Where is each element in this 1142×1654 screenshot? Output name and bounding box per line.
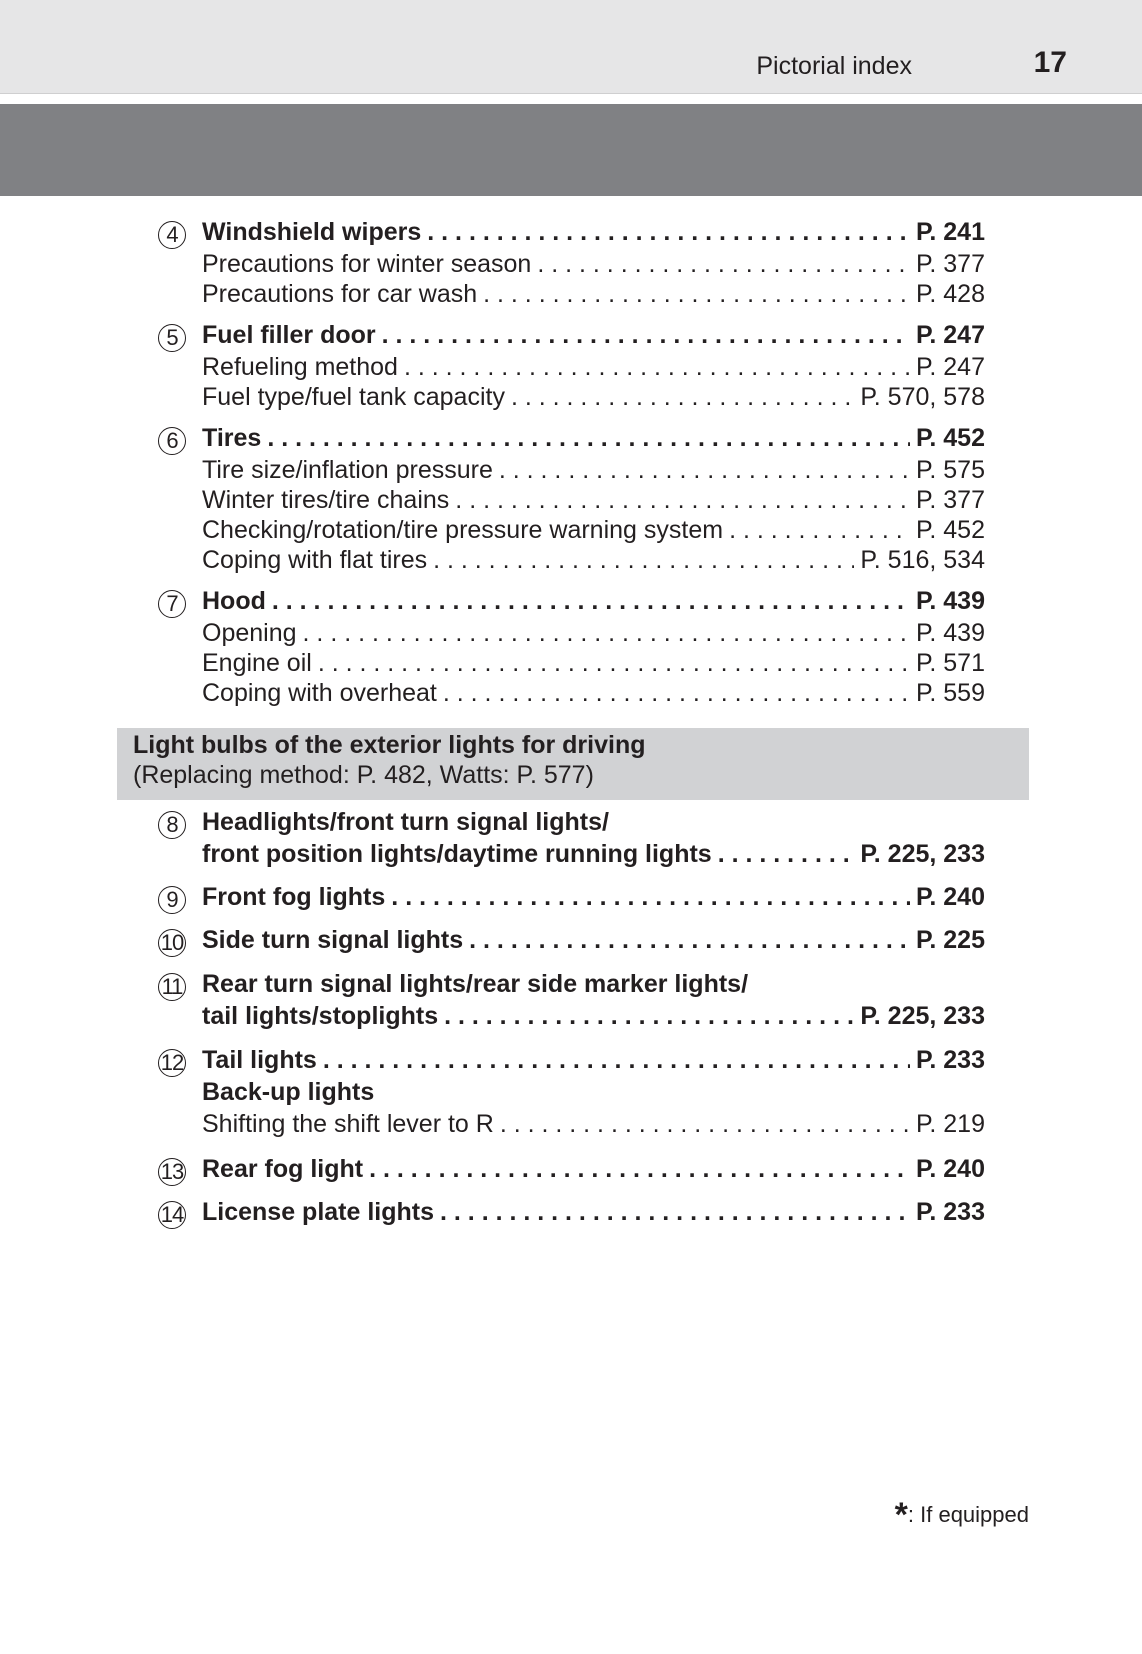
- page-ref: P. 241: [915, 218, 985, 246]
- leader-dots: [404, 353, 910, 382]
- leader-dots: [469, 926, 910, 955]
- entry-title-line[interactable]: [202, 218, 985, 248]
- page-ref: P. 233: [915, 1198, 985, 1226]
- section-title: Pictorial index: [756, 52, 912, 80]
- leader-dots: [499, 456, 910, 485]
- entry-title: Rear fog light: [202, 1155, 364, 1183]
- leader-dots: [729, 516, 910, 545]
- page-ref: P. 452: [915, 516, 985, 544]
- page-ref: P. 240: [915, 883, 985, 911]
- sub-entry-label: Refueling method: [202, 353, 398, 381]
- item-number-badge: 9: [158, 886, 186, 914]
- page-ref: P. 247: [915, 321, 985, 349]
- page-ref: P. 428: [915, 280, 985, 308]
- page-number: 17: [1033, 46, 1067, 79]
- page-ref: P. 516, 534: [860, 546, 985, 574]
- entry-title: front position lights/daytime running lights: [202, 840, 712, 868]
- page-ref: P. 439: [915, 587, 985, 615]
- page-ref: P. 559: [915, 679, 985, 707]
- entry-title-line[interactable]: [202, 1046, 985, 1076]
- page-ref: P. 225: [915, 926, 985, 954]
- leader-dots: [272, 587, 910, 616]
- page-ref: P. 225, 233: [860, 840, 985, 868]
- entry-title: Front fog lights: [202, 883, 386, 911]
- leader-dots: [323, 1046, 910, 1075]
- item-number-badge: 12: [158, 1049, 186, 1077]
- leader-dots: [440, 1198, 910, 1227]
- box-subtitle: (Replacing method: P. 482, Watts: P. 577): [133, 761, 594, 789]
- entry-title: Windshield wipers: [202, 218, 422, 246]
- item-number-badge: 11: [158, 973, 186, 1001]
- sub-entry-line[interactable]: [202, 383, 985, 413]
- header-band: [0, 0, 1142, 94]
- page-ref: P. 233: [915, 1046, 985, 1074]
- leader-dots: [433, 546, 854, 575]
- sub-entry-label: Winter tires/tire chains: [202, 486, 450, 514]
- leader-dots: [382, 321, 910, 350]
- item-number-badge: 4: [158, 221, 186, 249]
- leader-dots: [500, 1110, 910, 1139]
- gray-band: [0, 104, 1142, 196]
- entry-title-line[interactable]: [202, 926, 985, 956]
- sub-entry-label: Precautions for winter season: [202, 250, 532, 278]
- sub-entry-line[interactable]: [202, 486, 985, 516]
- sub-entry-line[interactable]: [202, 250, 985, 280]
- leader-dots: [369, 1155, 910, 1184]
- entry-title-line[interactable]: [202, 840, 985, 870]
- sub-entry-label: Coping with flat tires: [202, 546, 428, 574]
- entry-title-line[interactable]: [202, 321, 985, 351]
- page-ref: P. 570, 578: [860, 383, 985, 411]
- sub-entry-label: Precautions for car wash: [202, 280, 478, 308]
- entry-title: License plate lights: [202, 1198, 435, 1226]
- page-ref: P. 240: [915, 1155, 985, 1183]
- entry-title: Hood: [202, 587, 266, 615]
- leader-dots: [443, 679, 910, 708]
- light-bulbs-box: [117, 728, 1029, 800]
- page-ref: P. 247: [915, 353, 985, 381]
- page-ref: P. 377: [915, 250, 985, 278]
- footnote: [895, 1496, 1029, 1535]
- entry-extra-title: Back-up lights: [202, 1078, 375, 1106]
- sub-entry-line[interactable]: [202, 456, 985, 486]
- entry-title-line1: Rear turn signal lights/rear side marker lights/: [202, 970, 749, 998]
- sub-entry-label: Shifting the shift lever to R: [202, 1110, 494, 1138]
- leader-dots: [444, 1002, 854, 1031]
- sub-entry-line[interactable]: [202, 280, 985, 310]
- sub-entry-line[interactable]: [202, 353, 985, 383]
- page-ref: P. 439: [915, 619, 985, 647]
- box-title: Light bulbs of the exterior lights for driving: [133, 731, 646, 759]
- sub-entry-label: Fuel type/fuel tank capacity: [202, 383, 505, 411]
- leader-dots: [318, 649, 910, 678]
- leader-dots: [483, 280, 910, 309]
- item-number-badge: 10: [158, 929, 186, 957]
- entry-title: Side turn signal lights: [202, 926, 464, 954]
- item-number-badge: 13: [158, 1158, 186, 1186]
- sub-entry-label: Checking/rotation/tire pressure warning system: [202, 516, 724, 544]
- sub-entry-line[interactable]: [202, 1110, 985, 1140]
- asterisk-symbol: *: [894, 1496, 908, 1534]
- leader-dots: [267, 424, 910, 453]
- entry-title-line[interactable]: [202, 587, 985, 617]
- sub-entry-line[interactable]: [202, 546, 985, 576]
- leader-dots: [427, 218, 910, 247]
- entry-title-line[interactable]: [202, 1155, 985, 1185]
- entry-title: Tires: [202, 424, 262, 452]
- entry-title: tail lights/stoplights: [202, 1002, 439, 1030]
- sub-entry-line[interactable]: [202, 516, 985, 546]
- page-ref: P. 225, 233: [860, 1002, 985, 1030]
- entry-title-line[interactable]: [202, 1002, 985, 1032]
- page-ref: P. 219: [915, 1110, 985, 1138]
- leader-dots: [455, 486, 910, 515]
- leader-dots: [718, 840, 855, 869]
- item-number-badge: 8: [158, 811, 186, 839]
- sub-entry-line[interactable]: [202, 679, 985, 709]
- entry-title-line[interactable]: [202, 883, 985, 913]
- entry-title-line[interactable]: [202, 1198, 985, 1228]
- item-number-badge: 7: [158, 590, 186, 618]
- entry-title-line[interactable]: [202, 424, 985, 454]
- leader-dots: [511, 383, 854, 412]
- leader-dots: [303, 619, 910, 648]
- entry-title: Fuel filler door: [202, 321, 376, 349]
- item-number-badge: 14: [158, 1201, 186, 1229]
- page-ref: P. 571: [915, 649, 985, 677]
- sub-entry-label: Opening: [202, 619, 297, 647]
- item-number-badge: 6: [158, 427, 186, 455]
- sub-entry-line[interactable]: [202, 649, 985, 679]
- item-number-badge: 5: [158, 324, 186, 352]
- page-ref: P. 377: [915, 486, 985, 514]
- leader-dots: [537, 250, 910, 279]
- page-ref: P. 575: [915, 456, 985, 484]
- footnote-text: : If equipped: [907, 1502, 1029, 1527]
- entry-title-line1: Headlights/front turn signal lights/: [202, 808, 609, 836]
- page-ref: P. 452: [915, 424, 985, 452]
- leader-dots: [391, 883, 910, 912]
- entry-title: Tail lights: [202, 1046, 317, 1074]
- sub-entry-label: Coping with overheat: [202, 679, 437, 707]
- sub-entry-line[interactable]: [202, 619, 985, 649]
- sub-entry-label: Tire size/inflation pressure: [202, 456, 493, 484]
- sub-entry-label: Engine oil: [202, 649, 312, 677]
